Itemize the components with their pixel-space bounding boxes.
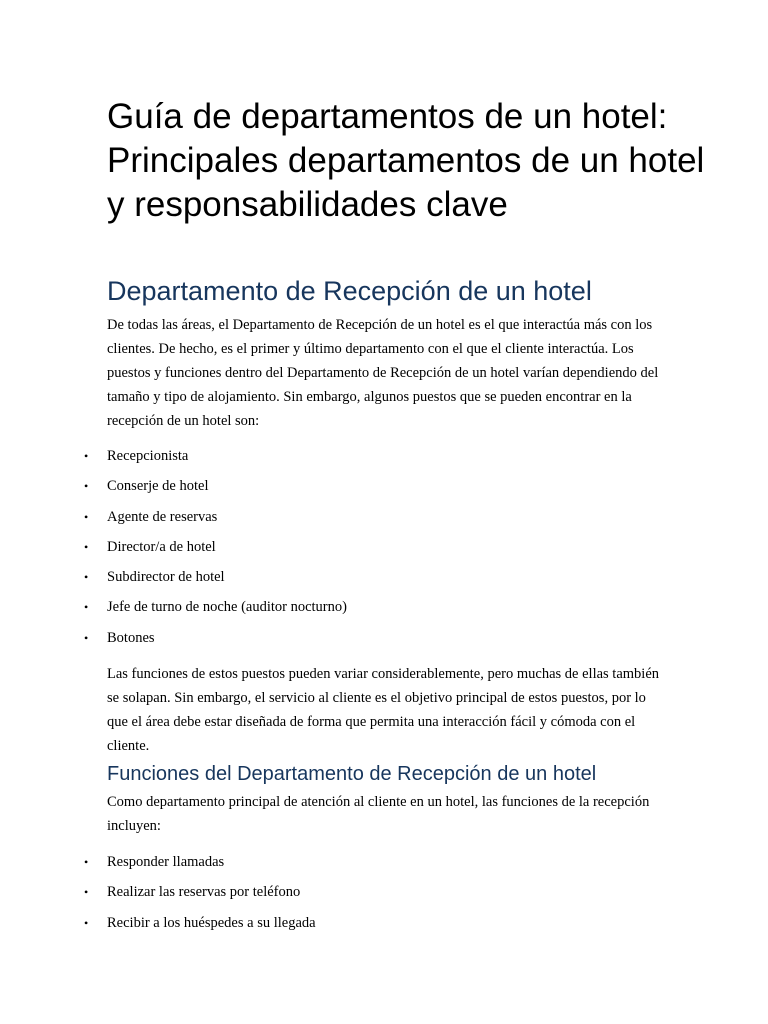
list-item-text: Conserje de hotel (107, 478, 209, 495)
functions-intro-paragraph: Como departamento principal de atención al cliente en un hotel, las funciones de la recepción incluyen: (107, 794, 650, 834)
positions-summary-paragraph: Las funciones de estos puestos pueden variar considerablemente, pero muchas de ellas también se solapan. Sin embargo, el servicio al cliente es el objetivo principal de estos puestos, por lo que el área debe estar diseñada de forma que permita una interacción fácil y cómoda con el cliente. (107, 666, 660, 754)
bullet-icon: • (84, 855, 89, 869)
bullet-icon: • (84, 539, 89, 554)
list-item-text: Recibir a los huéspedes a su llegada (107, 914, 316, 931)
list-item-text: Subdirector de hotel (107, 569, 225, 586)
bullet-icon: • (84, 915, 89, 930)
bullet-icon: • (84, 570, 89, 585)
intro-paragraph: De todas las áreas, el Departamento de Recepción de un hotel es el que interactúa más con los clientes. De hecho, es el primer y último departamento con el que el cliente interactúa. Los puestos y funciones dentro del Departamento de Recepción de un hotel varían dependiendo del tamaño y tipo de alojamiento. Sin embargo, algunos puestos que se pueden encontrar en la recepción de un hotel son: (107, 317, 659, 429)
list-item-text: Recepcionista (107, 448, 189, 464)
list-item-text: Realizar las reservas por teléfono (107, 884, 301, 901)
list-item-text: Jefe de turno de noche (auditor nocturno) (107, 599, 347, 616)
list-item-text: Director/a de hotel (107, 538, 216, 555)
bullet-icon: • (84, 479, 89, 494)
section-heading-funciones: Funciones del Departamento de Recepción de un hotel (107, 763, 597, 785)
section-heading-recepcion: Departamento de Recepción de un hotel (107, 276, 592, 306)
list-item-text: Responder llamadas (107, 854, 225, 870)
bullet-icon: • (84, 449, 89, 463)
list-item-text: Botones (107, 629, 155, 646)
bullet-icon: • (84, 885, 89, 900)
bullet-icon: • (84, 509, 89, 524)
list-item-text: Agente de reservas (107, 508, 218, 525)
document-title: Guía de departamentos de un hotel: Principales departamentos de un hotel y responsabilidades clave (107, 97, 705, 224)
bullet-icon: • (84, 630, 89, 645)
bullet-icon: • (84, 600, 89, 615)
